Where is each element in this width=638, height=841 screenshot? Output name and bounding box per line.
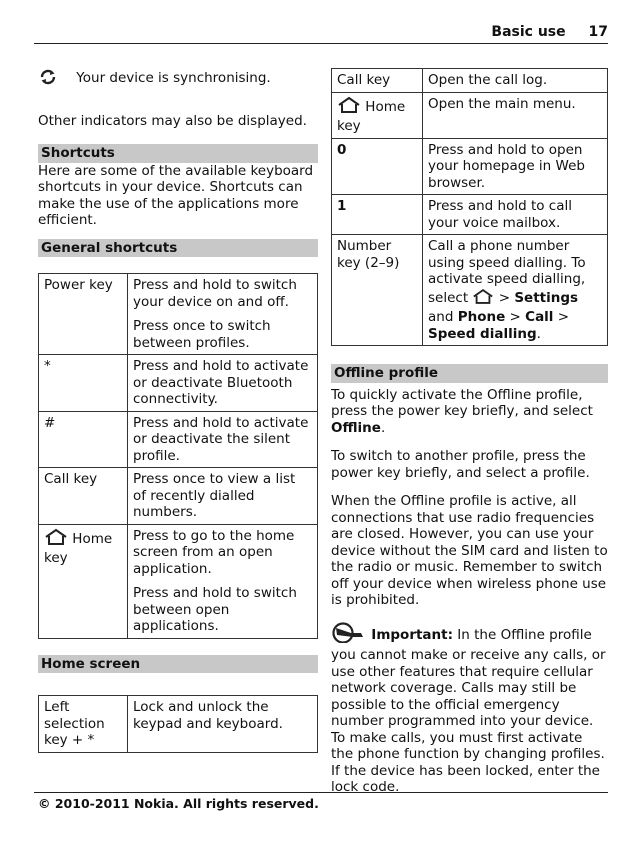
shortcut-description-line: Press once to switch between profiles. (133, 318, 271, 351)
important-note (331, 621, 608, 796)
general-shortcuts-table (38, 273, 318, 639)
table-row (332, 69, 608, 93)
sync-text: Your device is synchronising. (76, 70, 271, 86)
offline-paragraph-2: To switch to another profile, press the power key briefly, and select a profile. (331, 448, 590, 481)
table-row (332, 138, 608, 195)
home-icon (44, 528, 68, 551)
shortcut-description (423, 235, 608, 346)
menu-path-speed-dialling: Speed dialling (428, 325, 537, 342)
sync-line (38, 68, 318, 91)
right-column (331, 68, 608, 796)
shortcut-key: Number key (2–9) (332, 235, 423, 346)
table-row (332, 235, 608, 346)
menu-separator: > (553, 309, 570, 325)
home-key-label: Home key (337, 98, 406, 134)
shortcut-description-line: Press to go to the home screen from an open application. (133, 527, 295, 577)
home-key-label: Home key (44, 530, 113, 566)
shortcut-description: Press and hold to activate or deactivate the silent profile. (128, 411, 318, 468)
table-row (39, 274, 318, 355)
home-screen-table (38, 695, 318, 753)
connector-text: and (428, 309, 458, 325)
copyright-footer: © 2010-2011 Nokia. All rights reserved. (38, 796, 319, 811)
menu-path-settings: Settings (514, 289, 579, 306)
shortcut-key: Call key (332, 69, 423, 93)
offline-text: To quickly activate the Offline profile, press the power key briefly, and select (331, 386, 593, 419)
page-number: 17 (588, 24, 608, 40)
home-icon (337, 96, 361, 119)
menu-path-phone: Phone (457, 309, 506, 325)
menu-separator: > (505, 309, 526, 325)
table-row (39, 696, 318, 753)
sentence-end: . (380, 419, 386, 436)
home-icon (472, 288, 494, 310)
shortcut-description: Press and hold to open your homepage in Web browser. (423, 138, 608, 195)
footer-rule (34, 792, 608, 793)
shortcut-description: Press and hold to call your voice mailbox. (423, 195, 608, 235)
shortcut-description: Open the main menu. (423, 92, 608, 138)
shortcut-key: Call key (39, 468, 128, 525)
shortcut-description (128, 274, 318, 355)
shortcut-key (39, 524, 128, 638)
menu-separator: > (494, 289, 515, 306)
table-row (39, 355, 318, 412)
shortcut-key: # (39, 411, 128, 468)
section-title: Basic use (491, 24, 566, 40)
sync-icon (38, 68, 58, 91)
offline-paragraph-1 (331, 387, 608, 437)
shortcuts-heading: Shortcuts (38, 144, 318, 163)
shortcuts-intro: Here are some of the available keyboard shortcuts in your device. Shortcuts can make the use of the applications more efficient. (38, 162, 314, 228)
other-indicators-text: Other indicators may also be displayed. (38, 112, 307, 129)
important-label: Important: (371, 626, 454, 643)
shortcut-key: Power key (39, 274, 128, 355)
speed-dial-text: Call a phone number using speed dialling. To activate speed dialling, select (428, 238, 586, 306)
shortcut-key: Left selection key + * (39, 696, 128, 753)
left-column (38, 68, 318, 753)
shortcut-description: Press once to view a list of recently dialled numbers. (128, 468, 318, 525)
table-row (39, 468, 318, 525)
shortcut-description-line: Press and hold to switch between open applications. (133, 585, 297, 634)
offline-paragraph-3: When the Offline profile is active, all connections that use radio frequencies are closed. However, you can use your device without the SIM card and listen to the radio or music. Remember to switch off your device when wireless phone use is prohibited. (331, 493, 608, 608)
shortcut-key: 0 (332, 138, 423, 195)
header-rule (34, 43, 608, 44)
offline-option: Offline (331, 419, 381, 436)
table-row (39, 411, 318, 468)
table-row (332, 92, 608, 138)
shortcut-description (128, 524, 318, 638)
general-shortcuts-heading: General shortcuts (38, 239, 318, 258)
table-row (332, 195, 608, 235)
shortcut-key: * (39, 355, 128, 412)
page-header (491, 24, 608, 41)
menu-path-call: Call (525, 309, 554, 325)
home-screen-heading: Home screen (38, 655, 318, 674)
shortcut-description: Open the call log. (423, 69, 608, 93)
shortcut-description: Lock and unlock the keypad and keyboard. (128, 696, 318, 753)
important-icon (331, 621, 367, 648)
shortcut-description: Press and hold to activate or deactivate Bluetooth connectivity. (128, 355, 318, 412)
shortcut-key: 1 (332, 195, 423, 235)
more-shortcuts-table (331, 68, 608, 346)
shortcut-key (332, 92, 423, 138)
shortcut-description-line: Press and hold to switch your device on and off. (133, 277, 297, 310)
table-row (39, 524, 318, 638)
offline-profile-heading: Offline profile (331, 364, 608, 383)
important-text: In the Offline profile you cannot make or receive any calls, or use other features that require cellular network coverage. Calls may still be possible to the official emergency number programmed into your device. To make calls, you must first activate the phone function by changing profiles. If the device has been locked, enter the lock code. (331, 626, 606, 795)
sentence-end: . (536, 325, 541, 342)
